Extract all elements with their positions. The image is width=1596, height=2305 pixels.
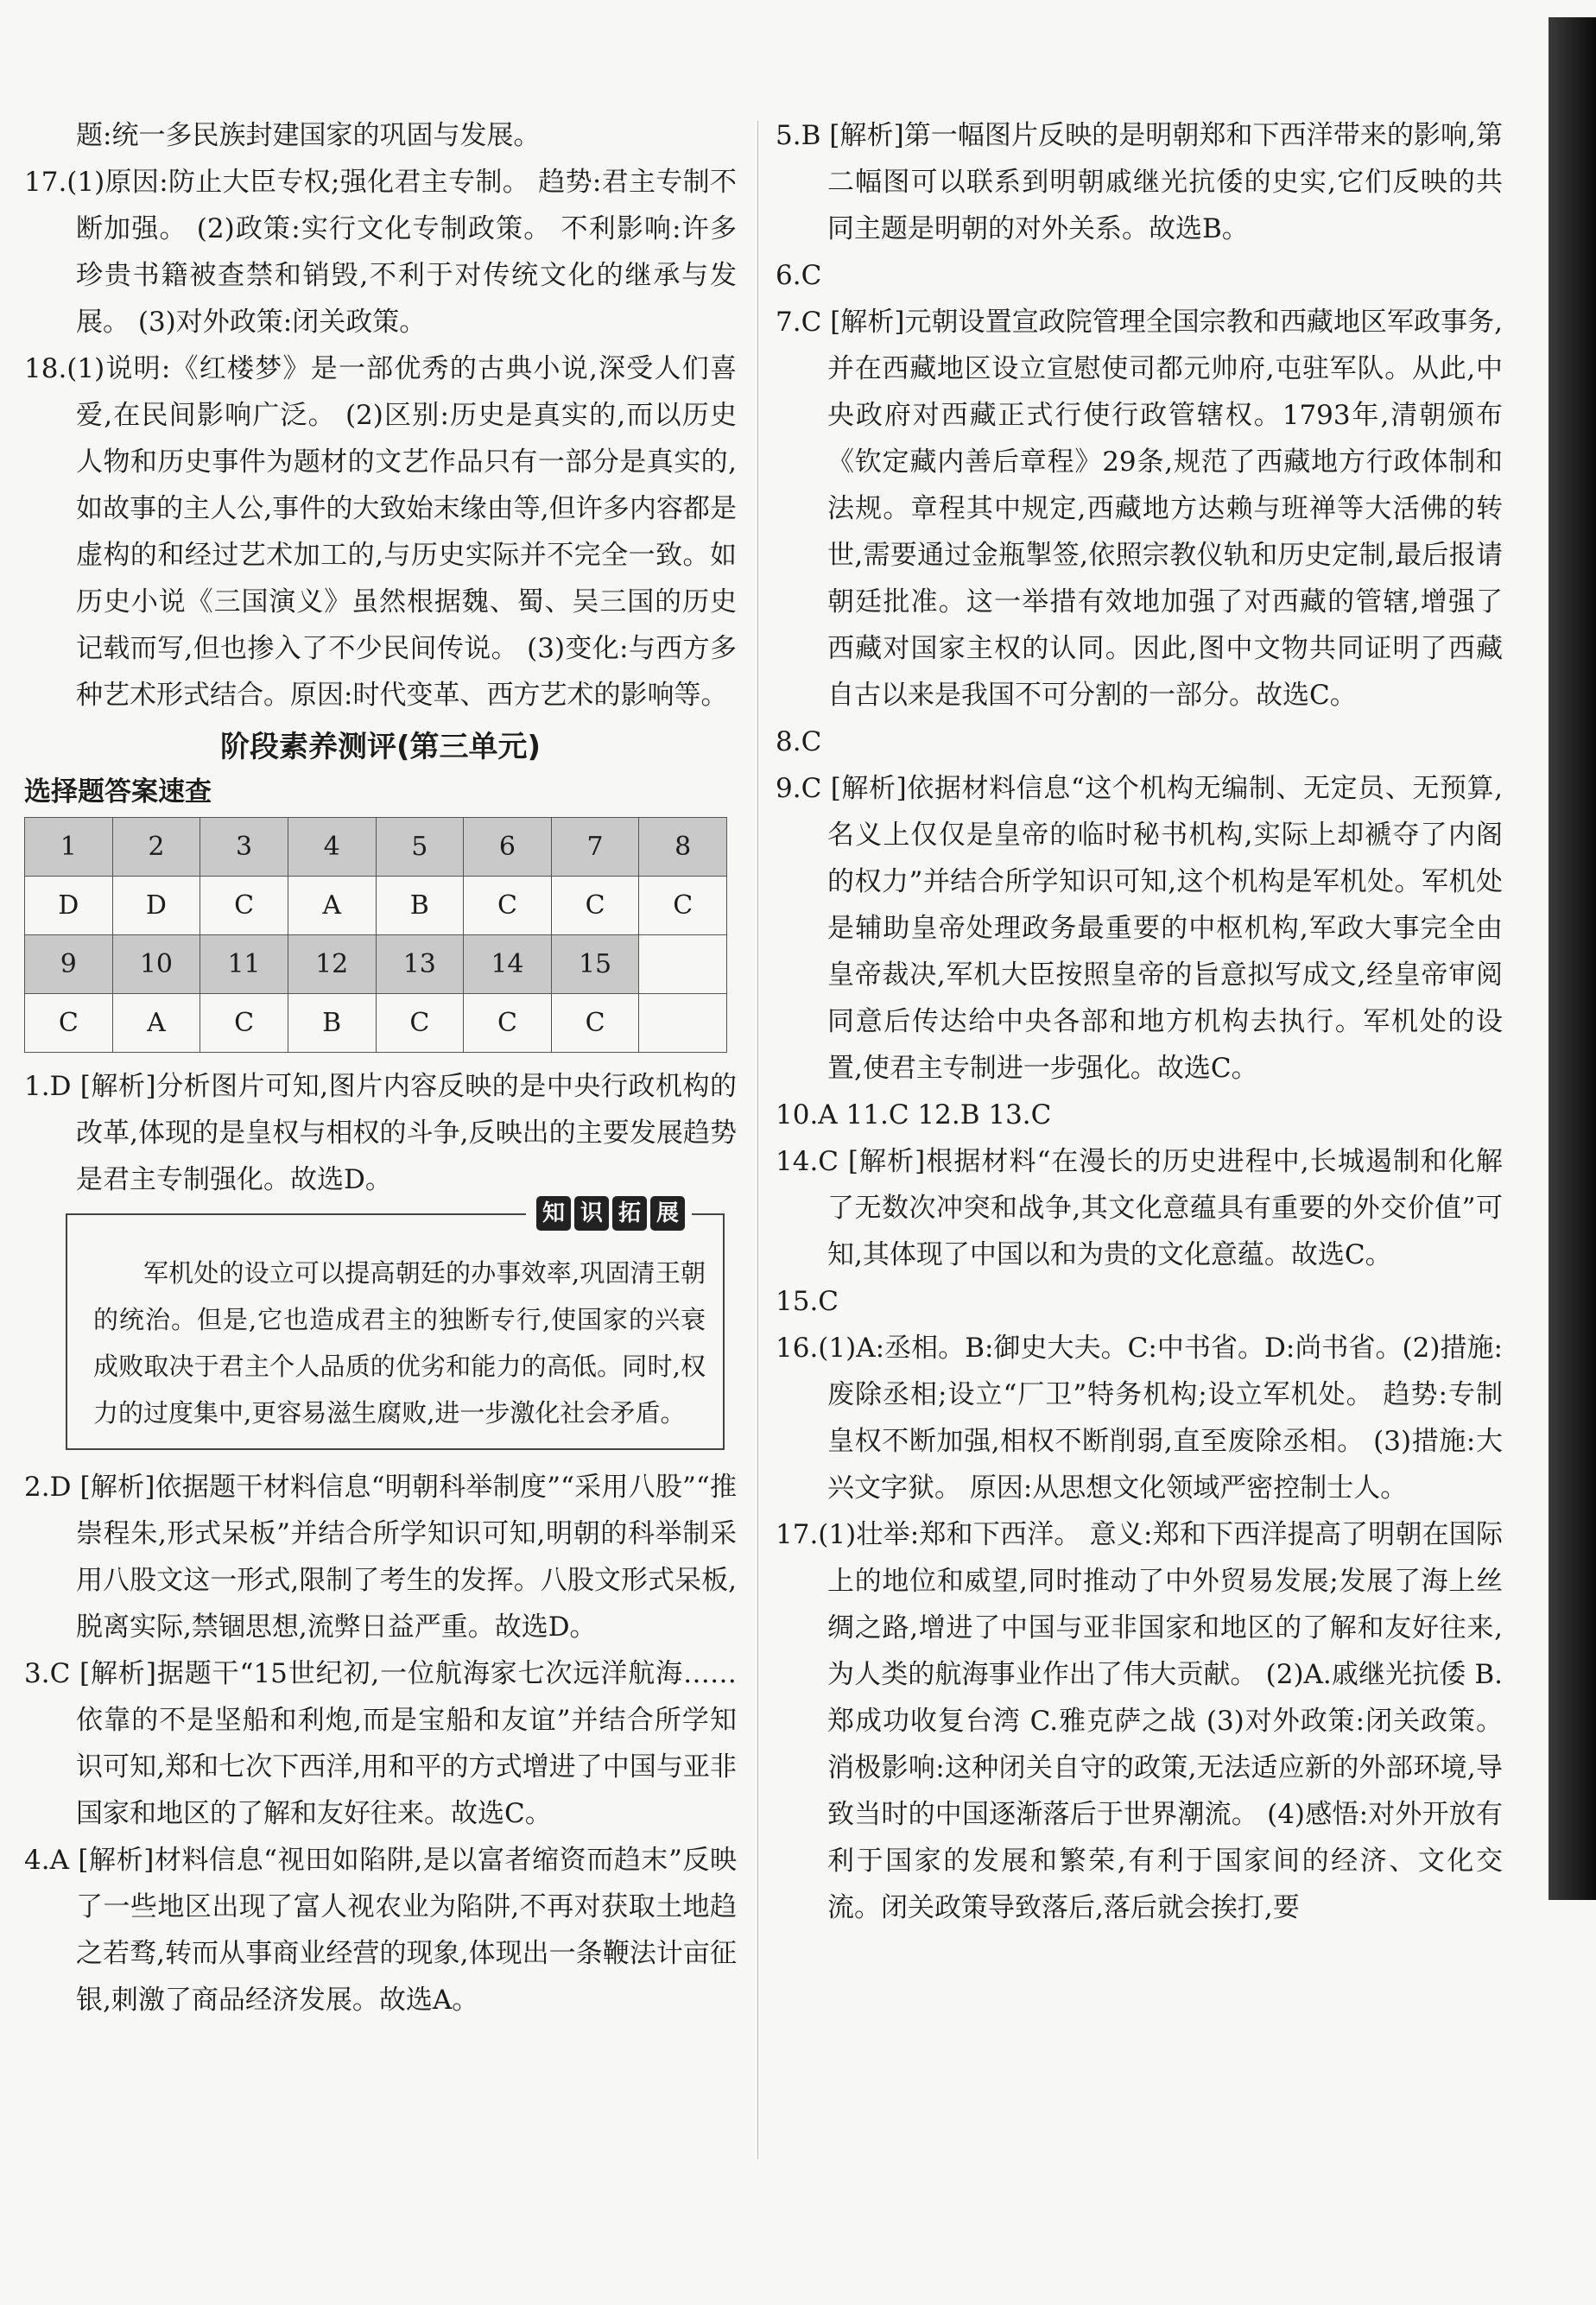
explanation-10-13: 10.A 11.C 12.B 13.C [776,1099,1052,1130]
table-cell: 13 [376,935,464,994]
knowledge-extension-badge [526,1196,692,1231]
table-row [25,818,727,877]
table-cell-empty [639,935,727,994]
explanation-2: 2.D [解析]依据题干材料信息“明朝科举制度”“采用八股”“推崇程朱,形式呆板”并结合所学知识可知,明朝的科举制采用八股文这一形式,限制了考生的发挥。八股文形式呆板,脱离实际,禁锢思想,流弊日益严重。故选D。 [24,1472,737,1643]
table-cell: C [464,877,552,935]
explanation-7: 7.C [解析]元朝设置宣政院管理全国宗教和西藏地区军政事务,并在西藏地区设立宣慰使司都元帅府,屯驻军队。从此,中央政府对西藏正式行使行政管辖权。1793年,清朝颁布《钦定藏内善后章程》29条,规范了西藏地方行政体制和法规。章程其中规定,西藏地方达赖与班禅等大活佛的转世,需要通过金瓶掣签,依照宗教仪轨和历史定制,最后报请朝廷批准。这一举措有效地加强了对西藏的管辖,增强了西藏对国家主权的认同。因此,图中文物共同证明了西藏自古以来是我国不可分割的一部分。故选C。 [776,307,1503,711]
explanation-8: 8.C [776,726,822,757]
table-cell: 9 [25,935,113,994]
table-cell: A [112,994,200,1053]
table-cell: B [288,994,376,1053]
table-cell: 6 [464,818,552,877]
table-cell: 1 [25,818,113,877]
table-cell: C [639,877,727,935]
table-cell: C [200,877,288,935]
explanation-15: 15.C [776,1286,839,1317]
table-cell: 7 [551,818,639,877]
table-row [25,935,727,994]
explanation-14: 14.C [解析]根据材料“在漫长的历史进程中,长城遏制和化解了无数次冲突和战争,其文化意蕴具有重要的外交价值”可知,其体现了中国以和为贵的文化意蕴。故选C。 [776,1146,1503,1270]
table-cell: 4 [288,818,376,877]
table-cell: C [464,994,552,1053]
table-cell: C [376,994,464,1053]
knowledge-extension-text: 军机处的设立可以提高朝廷的办事效率,巩固清王朝的统治。但是,它也造成君主的独断专行,使国家的兴衰成败取决于君主个人品质的优劣和能力的高低。同时,权力的过度集中,更容易滋生腐败,进一步激化社会矛盾。 [93,1258,706,1428]
table-cell: 8 [639,818,727,877]
explanation-1: 1.D [解析]分析图片可知,图片内容反映的是中央行政机构的改革,体现的是皇权与相权的斗争,反映出的主要发展趋势是君主专制强化。故选D。 [24,1071,737,1195]
right-column [776,112,1503,1931]
table-cell: 10 [112,935,200,994]
explanation-16: 16.(1)A:丞相。B:御史大夫。C:中书省。D:尚书省。(2)措施:废除丞相;设立“厂卫”特务机构;设立军机处。 趋势:专制皇权不断加强,相权不断削弱,直至废除丞相。 (3)措施:大兴文字狱。 原因:从思想文化领域严密控制士人。 [776,1333,1503,1504]
table-cell: A [288,877,376,935]
table-cell: C [551,994,639,1053]
table-cell: D [25,877,113,935]
table-cell: 12 [288,935,376,994]
table-cell: 5 [376,818,464,877]
explanation-9: 9.C [解析]依据材料信息“这个机构无编制、无定员、无预算,名义上仅仅是皇帝的临时秘书机构,实际上却褫夺了内阁的权力”并结合所学知识可知,这个机构是军机处。军机处是辅助皇帝处理政务最重要的中枢机构,军政大事完全由皇帝裁决,军机大臣按照皇帝的旨意拟写成文,经皇帝审阅同意后传达给中央各部和地方机构去执行。军机处的设置,使君主专制进一步强化。故选C。 [776,773,1503,1084]
table-row [25,877,727,935]
q16-continuation: 题:统一多民族封建国家的巩固与发展。 [76,120,541,151]
table-cell: 3 [200,818,288,877]
answer-17: 17.(1)原因:防止大臣专权;强化君主专制。 趋势:君主专制不断加强。 (2)政策:实行文化专制政策。 不利影响:许多珍贵书籍被查禁和销毁,不利于对传统文化的继承与发展。 (3)对外政策:闭关政策。 [24,167,737,338]
answer-table-title: 选择题答案速查 [24,776,212,807]
table-cell: B [376,877,464,935]
table-cell: 14 [464,935,552,994]
explanation-5: 5.B [解析]第一幅图片反映的是明朝郑和下西洋带来的影响,第二幅图可以联系到明朝戚继光抗倭的史实,它们反映的共同主题是明朝的对外关系。故选B。 [776,120,1503,244]
explanation-17: 17.(1)壮举:郑和下西洋。 意义:郑和下西洋提高了明朝在国际上的地位和威望,同时推动了中外贸易发展;发展了海上丝绸之路,增进了中国与亚非国家和地区的了解和友好往来,为人类的航海事业作出了伟大贡献。 (2)A.戚继光抗倭 B.郑成功收复台湾 C.雅克萨之战 (3)对外政策:闭关政策。 消极影响:这种闭关自守的政策,无法适应新的外部环境,导致当时的中国逐渐落后于世界潮流。 (4)感悟:对外开放有利于国家的发展和繁荣,有利于国家间的经济、文化交流。闭关政策导致落后,落后就会挨打,要 [776,1519,1503,1923]
table-cell-empty [639,994,727,1053]
table-cell: C [200,994,288,1053]
answer-18: 18.(1)说明:《红楼梦》是一部优秀的古典小说,深受人们喜爱,在民间影响广泛。 (2)区别:历史是真实的,而以历史人物和历史事件为题材的文艺作品只有一部分是真实的,如故事的主人公,事件的大致始末缘由等,但许多内容都是虚构的和经过艺术加工的,与历史实际并不完全一致。如历史小说《三国演义》虽然根据魏、蜀、吴三国的历史记载而写,但也掺入了不少民间传说。 (3)变化:与西方多种艺术形式结合。原因:时代变革、西方艺术的影响等。 [24,353,737,711]
table-cell: C [25,994,113,1053]
explanation-4: 4.A [解析]材料信息“视田如陷阱,是以富者缩资而趋末”反映了一些地区出现了富人视农业为陷阱,不再对获取土地趋之若骛,转而从事商业经营的现象,体现出一条鞭法计亩征银,刺激了商品经济发展。故选A。 [24,1845,737,2016]
section-title: 阶段素养测评(第三单元) [219,730,542,764]
page-edge-shadow [1548,17,1596,1900]
explanation-6: 6.C [776,260,822,291]
table-cell: 11 [200,935,288,994]
badge-char: 拓 [612,1196,647,1231]
badge-char: 知 [536,1196,571,1231]
knowledge-extension-box [66,1200,725,1450]
table-row [25,994,727,1053]
table-cell: D [112,877,200,935]
table-cell: 2 [112,818,200,877]
left-column [24,112,737,2023]
answer-table [24,817,727,1053]
table-cell: C [551,877,639,935]
badge-char: 识 [574,1196,609,1231]
table-cell: 15 [551,935,639,994]
badge-char: 展 [650,1196,685,1231]
explanation-3: 3.C [解析]据题干“15世纪初,一位航海家七次远洋航海……依靠的不是坚船和利炮,而是宝船和友谊”并结合所学知识可知,郑和七次下西洋,用和平的方式增进了中国与亚非国家和地区的了解和友好往来。故选C。 [24,1658,737,1829]
column-divider [757,121,758,2159]
